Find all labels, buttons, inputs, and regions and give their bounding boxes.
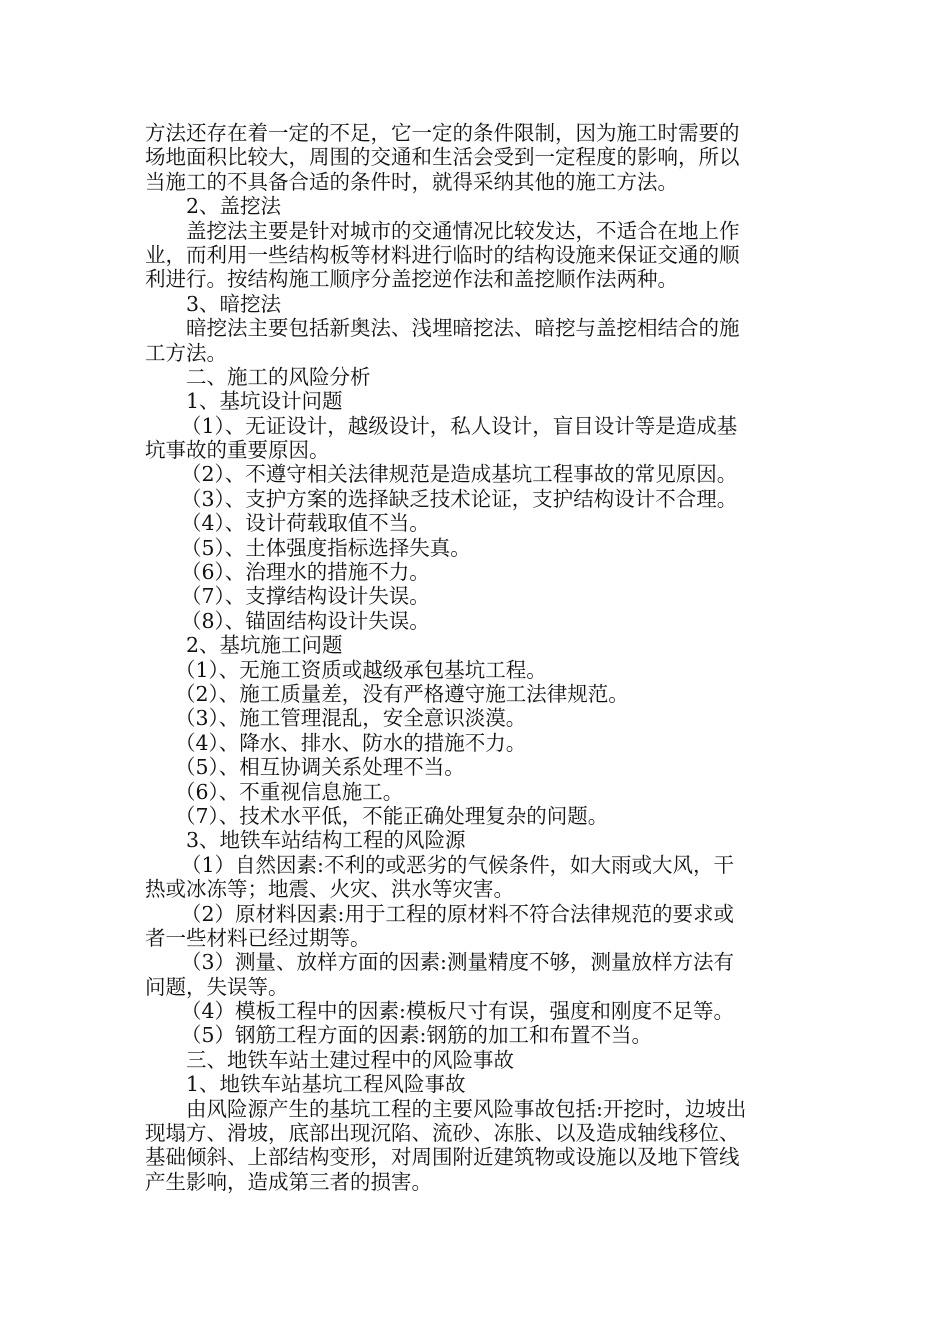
text-line: 利进行。按结构施工顺序分盖挖逆作法和盖挖顺作法两种。 [145, 267, 678, 292]
list-item: （6）、治理水的措施不力。 [181, 560, 430, 585]
section-heading: 二、施工的风险分析 [186, 364, 371, 389]
text-line: 现塌方、滑坡，底部出现沉陷、流砂、冻胀、以及造成轴线移位、 [145, 1121, 740, 1146]
section-heading: 3、地铁车站结构工程的风险源 [186, 828, 466, 853]
text-line: 基础倾斜、上部结构变形，对周围附近建筑物或设施以及地下管线 [145, 1145, 740, 1170]
text-line: 热或冰冻等；地震、火灾、洪水等灾害。 [145, 877, 514, 902]
list-item: （4）模板工程中的因素:模板尺寸有误，强度和刚度不足等。 [181, 999, 734, 1024]
text-line: 者一些材料已经过期等。 [145, 925, 371, 950]
list-item: （1）自然因素:不利的或恶劣的气候条件，如大雨或大风，干 [181, 852, 734, 877]
document-page [145, 121, 815, 1194]
text-line: 由风险源产生的基坑工程的主要风险事故包括:开挖时，边坡出 [186, 1096, 747, 1121]
list-item: （5）、土体强度指标选择失真。 [181, 535, 471, 560]
list-item: （1）、无施工资质或越级承包基坑工程。 [175, 657, 547, 682]
text-line: 工方法。 [145, 340, 227, 365]
section-heading: 1、基坑设计问题 [186, 389, 343, 414]
list-item: （6）、不重视信息施工。 [175, 779, 404, 804]
list-item: （8）、锚固结构设计失误。 [181, 608, 430, 633]
section-heading: 2、基坑施工问题 [186, 633, 343, 658]
list-item: （3）、施工管理混乱，安全意识淡漠。 [175, 706, 527, 731]
text-line: 方法还存在着一定的不足，它一定的条件限制，因为施工时需要的 [145, 121, 740, 145]
section-heading: 三、地铁车站土建过程中的风险事故 [186, 1047, 514, 1072]
list-item: （2）、不遵守相关法律规范是造成基坑工程事故的常见原因。 [181, 462, 738, 487]
list-item: （7）、支撑结构设计失误。 [181, 584, 430, 609]
list-item: （1）、无证设计，越级设计，私人设计，盲目设计等是造成基 [181, 413, 738, 438]
section-heading: 2、盖挖法 [186, 194, 282, 219]
list-item: （5）、相互协调关系处理不当。 [175, 755, 465, 780]
text-line: 产生影响，造成第三者的损害。 [145, 1169, 432, 1194]
list-item: （4）、降水、排水、防水的措施不力。 [175, 730, 527, 755]
section-heading: 1、地铁车站基坑工程风险事故 [186, 1072, 466, 1097]
text-line: 问题，失误等。 [145, 974, 289, 999]
list-item: （3）、支护方案的选择缺乏技术论证，支护结构设计不合理。 [181, 486, 738, 511]
text-line: 当施工的不具备合适的条件时，就得采纳其他的施工方法。 [145, 169, 678, 194]
text-line: 暗挖法主要包括新奥法、浅埋暗挖法、暗挖与盖挖相结合的施 [186, 316, 740, 341]
list-item: （2）原材料因素:用于工程的原材料不符合法律规范的要求或 [181, 901, 734, 926]
list-item: （5）钢筋工程方面的因素:钢筋的加工和布置不当。 [181, 1023, 652, 1048]
section-heading: 3、暗挖法 [186, 291, 282, 316]
list-item: （3）测量、放样方面的因素:测量精度不够，测量放样方法有 [181, 950, 734, 975]
text-line: 业，而利用一些结构板等材料进行临时的结构设施来保证交通的顺 [145, 242, 740, 267]
text-line: 场地面积比较大，周围的交通和生活会受到一定程度的影响，所以 [145, 145, 740, 170]
text-line: 坑事故的重要原因。 [145, 438, 330, 463]
list-item: （7）、技术水平低，不能正确处理复杂的问题。 [175, 803, 609, 828]
list-item: （4）、设计荷载取值不当。 [181, 511, 430, 536]
list-item: （2）、施工质量差，没有严格遵守施工法律规范。 [175, 681, 629, 706]
text-line: 盖挖法主要是针对城市的交通情况比较发达，不适合在地上作 [186, 218, 740, 243]
